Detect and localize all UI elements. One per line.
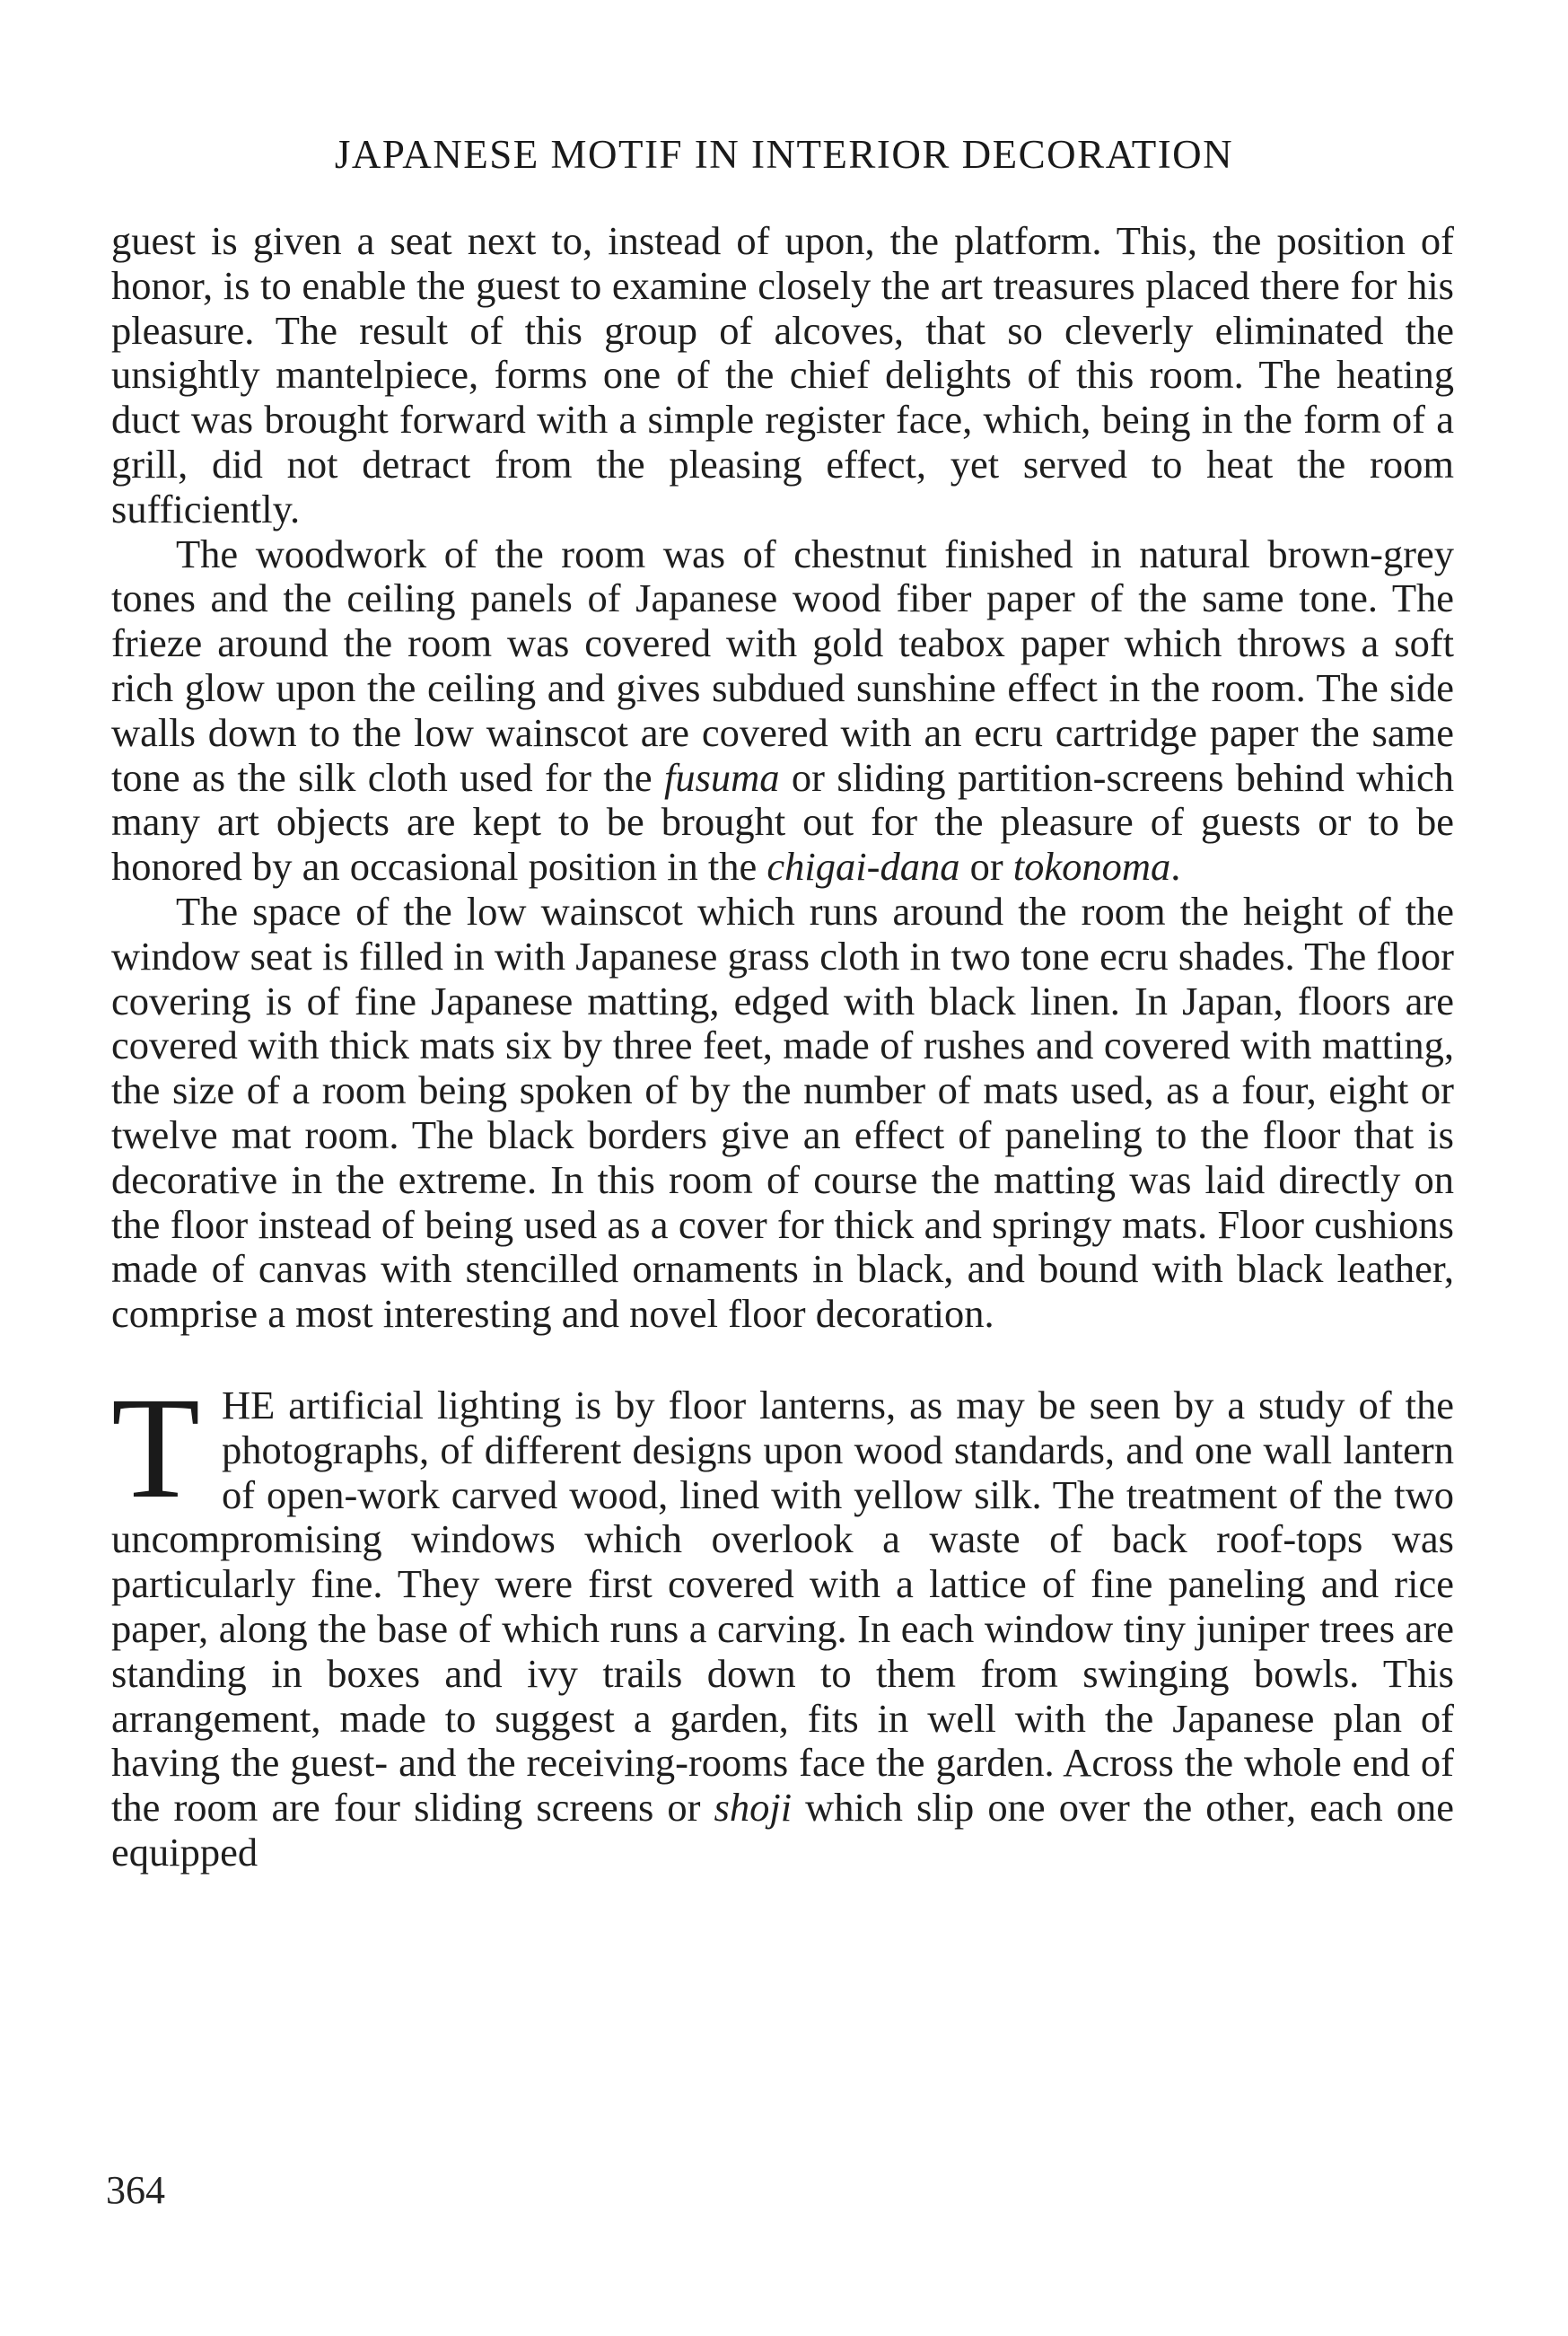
page-number: 364 — [106, 2168, 165, 2212]
paragraph-1: guest is given a seat next to, instead of upon, the platform. This, the position of honor, is to enable the guest to examine closely the art treasures placed there for his pleasure. The result of this group of alcoves, that so cleverly eliminated the unsightly mantelpiece, forms one of the chief delights of this room. The heating duct was brought forward with a simple register face, which, being in the form of a grill, did not detract from the pleasing effect, yet served to heat the room sufficiently. — [111, 218, 1454, 531]
paragraph-3: The space of the low wainscot which runs around the room the height of the window seat is filled in with Japanese grass cloth in two tone ecru shades. The floor covering is of fine Japanese matting, edged with black linen. In Japan, floors are covered with thick mats six by three feet, made of rushes and covered with matting, the size of a room being spoken of by the number of mats used, as a four, eight or twelve mat room. The black borders give an effect of paneling to the floor that is decorative in the extreme. In this room of course the matting was laid directly on the floor instead of being used as a cover for thick and springy mats. Floor cushions made of canvas with stencilled ornaments in black, and bound with black leather, comprise a most interesting and novel floor decoration. — [111, 888, 1454, 1337]
term-fusuma: fusuma — [663, 754, 780, 800]
term-chigai-dana: chigai-dana — [766, 844, 960, 890]
drop-cap: T — [111, 1367, 200, 1529]
running-title: JAPANESE MOTIF IN INTERIOR DECORATION — [334, 132, 1234, 177]
term-shoji: shoji — [714, 1785, 793, 1831]
paragraph-2: The woodwork of the room was of chestnut finished in natural brown-grey tones and the ceiling panels of Japanese wood fiber paper of the same tone. The frieze around the room was covered with gold teabox paper which throws a soft rich glow upon the ceiling and gives subdued sunshine effect in the room. The side walls down to the low wainscot are covered with an ecru cartridge paper the same tone as the silk cloth used for the fusuma or sliding partition-screens behind which many art objects are kept to be brought out for the pleasure of guests or to be honored by an occasional position in the chigai-dana or tokonoma. — [111, 531, 1454, 890]
term-tokonoma: tokonoma — [1012, 844, 1171, 890]
paragraph-4: THE artificial lighting is by floor lanterns, as may be seen by a study of the photographs, of different designs upon wood standards, and one wall lantern of open-work carved wood, lined with yellow silk. The treatment of the two uncompromising windows which overlook a waste of back roof-tops was particularly fine. They were first covered with a lattice of fine paneling and rice paper, along the base of which runs a carving. In each window tiny juniper trees are standing in boxes and ivy trails down to them from swinging bowls. This arrangement, made to suggest a garden, fits in well with the Japanese plan of having the guest- and the receiving-rooms face the garden. Across the whole end of the room are four sliding screens or shoji which slip one over the other, each one equipped — [111, 1367, 1455, 1875]
body-text — [111, 219, 1454, 1875]
